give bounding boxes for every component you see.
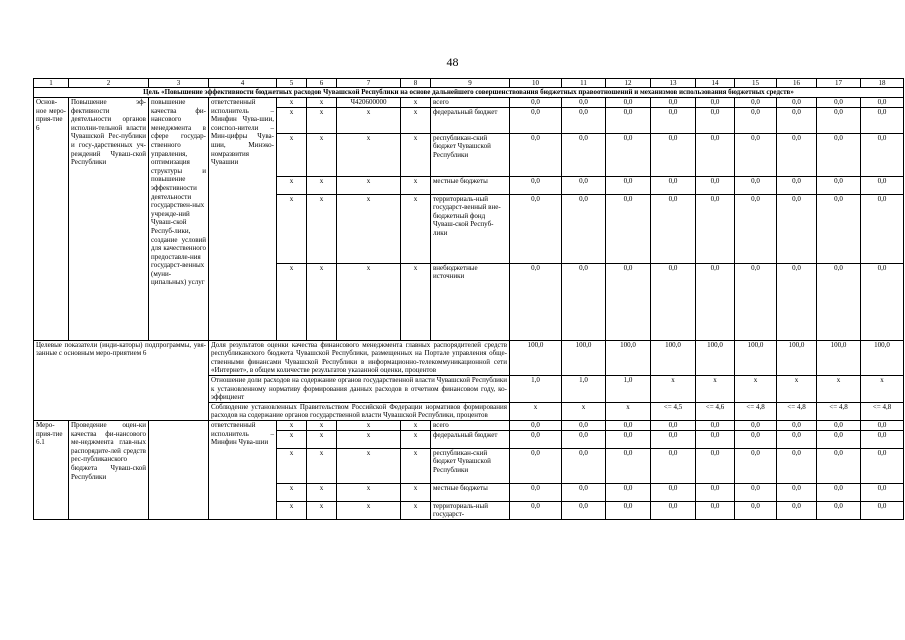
- year-value: 0,0: [510, 420, 562, 430]
- column-number: 14: [696, 79, 735, 88]
- year-value: 0,0: [735, 448, 777, 483]
- year-value: 0,0: [510, 194, 562, 263]
- year-value: 0,0: [817, 176, 861, 194]
- year-value: 0,0: [861, 194, 904, 263]
- year-value: 0,0: [735, 420, 777, 430]
- year-value: 0,0: [510, 176, 562, 194]
- indicator-value: 100,0: [861, 340, 904, 375]
- funding-source: федеральный бюджет: [431, 430, 510, 448]
- year-value: 0,0: [861, 176, 904, 194]
- activity-row: [34, 420, 904, 430]
- year-value: 0,0: [735, 98, 777, 108]
- year-value: 0,0: [606, 430, 651, 448]
- budget-code-cell: x: [401, 263, 431, 340]
- year-value: 0,0: [606, 420, 651, 430]
- indicator-value: x: [562, 402, 606, 420]
- funding-source: всего: [431, 420, 510, 430]
- activity-purpose: повышение качества фи-нансового менеджмента в сфере государ-ственного управления, оптимизация структуры и повышение эффективности деятельности государствен-ных учрежде-ний Чуваш-ской Респуб-лики, создание условий для качественного предоставле-ния государст-венных (муни-ципальных) услуг: [149, 98, 209, 341]
- budget-code-cell: x: [277, 194, 307, 263]
- year-value: 0,0: [735, 430, 777, 448]
- year-value: 0,0: [606, 107, 651, 133]
- budget-code-cell: x: [401, 176, 431, 194]
- year-value: 0,0: [606, 483, 651, 501]
- indicator-value: <= 4,8: [777, 402, 817, 420]
- year-value: 0,0: [696, 263, 735, 340]
- goal-title: Цель «Повышение эффективности бюджетных расходов Чувашской Республики на основе дальнейшего совершенствования бюджетных правоотношений и механизмов использования бюджетных средств»: [34, 88, 904, 98]
- year-value: 0,0: [777, 176, 817, 194]
- budget-code-cell: x: [277, 420, 307, 430]
- indicator-text: Соблюдение установленных Правительством Российской Федерации нормативов формирования расходов на содержание органов государственной власти Чувашской Республики, процентов: [209, 402, 510, 420]
- budget-code-cell: x: [277, 501, 307, 519]
- indicator-value: <= 4,8: [735, 402, 777, 420]
- budget-code-cell: x: [307, 263, 337, 340]
- year-value: 0,0: [651, 420, 696, 430]
- budget-code-cell: x: [401, 420, 431, 430]
- year-value: 0,0: [510, 430, 562, 448]
- indicator-value: 100,0: [735, 340, 777, 375]
- column-number: 12: [606, 79, 651, 88]
- year-value: 0,0: [817, 107, 861, 133]
- column-number: 10: [510, 79, 562, 88]
- budget-code-cell: x: [401, 133, 431, 176]
- year-value: 0,0: [510, 107, 562, 133]
- year-value: 0,0: [510, 483, 562, 501]
- indicator-value: 100,0: [696, 340, 735, 375]
- indicators-label: Целевые показатели (инди-каторы) подпрограммы, увя-занные с основным меро-приятием 6: [34, 340, 209, 420]
- year-value: 0,0: [861, 263, 904, 340]
- year-value: 0,0: [510, 448, 562, 483]
- year-value: 0,0: [651, 107, 696, 133]
- indicator-value: x: [606, 402, 651, 420]
- column-number: 15: [735, 79, 777, 88]
- budget-code-cell: x: [277, 107, 307, 133]
- year-value: 0,0: [696, 107, 735, 133]
- year-value: 0,0: [777, 448, 817, 483]
- funding-source: всего: [431, 98, 510, 108]
- indicator-text: Доля результатов оценки качества финансового менеджмента главных распорядителей средств республиканского бюджета Чувашской Республики, размещенных на Портале управления обще-ственными финансами Чувашской Республики в информационно-телекоммуникационной сети «Интернет», в общем количестве результатов указанной оценки, процентов: [209, 340, 510, 375]
- year-value: 0,0: [817, 483, 861, 501]
- budget-code-cell: x: [337, 176, 401, 194]
- indicator-value: 100,0: [777, 340, 817, 375]
- activity-number: Меро-прия-тие 6.1: [34, 420, 69, 519]
- year-value: 0,0: [817, 98, 861, 108]
- budget-code-cell: x: [277, 98, 307, 108]
- year-value: 0,0: [510, 133, 562, 176]
- funding-source: внебюджетные источники: [431, 263, 510, 340]
- indicator-value: x: [696, 375, 735, 402]
- page-number: 48: [446, 55, 459, 69]
- budget-code-cell: x: [337, 107, 401, 133]
- year-value: 0,0: [562, 98, 606, 108]
- indicator-row: [34, 340, 904, 375]
- column-number: 16: [777, 79, 817, 88]
- column-number: 18: [861, 79, 904, 88]
- budget-code-cell: x: [277, 448, 307, 483]
- column-number: 2: [69, 79, 149, 88]
- year-value: 0,0: [696, 194, 735, 263]
- funding-source: местные бюджеты: [431, 176, 510, 194]
- column-number-row: [34, 79, 904, 88]
- activity-name: Проведение оцен-ки качества фи-нансового ме-неджмента глав-ных распорядите-лей средств рес-публиканского бюджета Чуваш-ской Республики: [69, 420, 149, 519]
- year-value: 0,0: [777, 430, 817, 448]
- year-value: 0,0: [735, 263, 777, 340]
- year-value: 0,0: [510, 501, 562, 519]
- indicator-value: 100,0: [817, 340, 861, 375]
- year-value: 0,0: [651, 430, 696, 448]
- year-value: 0,0: [562, 107, 606, 133]
- year-value: 0,0: [606, 194, 651, 263]
- budget-code-cell: x: [337, 133, 401, 176]
- budget-code-cell: x: [277, 176, 307, 194]
- year-value: 0,0: [861, 483, 904, 501]
- budget-code-cell: x: [401, 448, 431, 483]
- year-value: 0,0: [562, 448, 606, 483]
- year-value: 0,0: [735, 176, 777, 194]
- indicator-value: 100,0: [562, 340, 606, 375]
- year-value: 0,0: [777, 263, 817, 340]
- budget-code-cell: Ч420600000: [337, 98, 401, 108]
- year-value: 0,0: [817, 501, 861, 519]
- year-value: 0,0: [651, 448, 696, 483]
- year-value: 0,0: [861, 501, 904, 519]
- activity-executors: ответственный исполнитель – Минфин Чува-шии, соиспол-нители – Мин-цифры Чува-шии, Минэко-номразвития Чувашии: [209, 98, 277, 341]
- year-value: 0,0: [696, 501, 735, 519]
- year-value: 0,0: [651, 501, 696, 519]
- funding-source: территориаль-ный государст-: [431, 501, 510, 519]
- funding-source: республикан-ский бюджет Чувашской Республики: [431, 133, 510, 176]
- year-value: 0,0: [562, 430, 606, 448]
- budget-code-cell: x: [401, 98, 431, 108]
- budget-code-cell: x: [277, 133, 307, 176]
- year-value: 0,0: [735, 107, 777, 133]
- year-value: 0,0: [777, 98, 817, 108]
- year-value: 0,0: [735, 483, 777, 501]
- activity-purpose: [149, 420, 209, 519]
- column-number: 9: [431, 79, 510, 88]
- column-number: 13: [651, 79, 696, 88]
- year-value: 0,0: [562, 501, 606, 519]
- indicator-value: x: [510, 402, 562, 420]
- budget-code-cell: x: [337, 430, 401, 448]
- year-value: 0,0: [651, 98, 696, 108]
- indicator-value: 100,0: [510, 340, 562, 375]
- indicator-value: 100,0: [651, 340, 696, 375]
- year-value: 0,0: [817, 430, 861, 448]
- year-value: 0,0: [651, 263, 696, 340]
- budget-code-cell: x: [337, 420, 401, 430]
- year-value: 0,0: [861, 430, 904, 448]
- year-value: 0,0: [562, 194, 606, 263]
- year-value: 0,0: [696, 98, 735, 108]
- year-value: 0,0: [777, 483, 817, 501]
- budget-code-cell: x: [401, 483, 431, 501]
- year-value: 0,0: [817, 194, 861, 263]
- budget-code-cell: x: [277, 483, 307, 501]
- indicator-value: x: [777, 375, 817, 402]
- budget-code-cell: x: [277, 430, 307, 448]
- indicator-value: <= 4,8: [817, 402, 861, 420]
- year-value: 0,0: [696, 133, 735, 176]
- budget-code-cell: x: [337, 263, 401, 340]
- indicator-value: x: [735, 375, 777, 402]
- indicator-value: x: [817, 375, 861, 402]
- year-value: 0,0: [777, 420, 817, 430]
- column-number: 11: [562, 79, 606, 88]
- indicator-value: <= 4,8: [861, 402, 904, 420]
- year-value: 0,0: [696, 176, 735, 194]
- year-value: 0,0: [606, 501, 651, 519]
- budget-code-cell: x: [307, 176, 337, 194]
- year-value: 0,0: [777, 501, 817, 519]
- year-value: 0,0: [817, 420, 861, 430]
- year-value: 0,0: [651, 483, 696, 501]
- year-value: 0,0: [510, 263, 562, 340]
- column-number: 1: [34, 79, 69, 88]
- year-value: 0,0: [817, 448, 861, 483]
- year-value: 0,0: [735, 133, 777, 176]
- year-value: 0,0: [562, 263, 606, 340]
- year-value: 0,0: [696, 430, 735, 448]
- budget-code-cell: x: [401, 194, 431, 263]
- budget-code-cell: x: [307, 107, 337, 133]
- budget-code-cell: x: [307, 420, 337, 430]
- budget-code-cell: x: [337, 194, 401, 263]
- budget-table: [33, 78, 904, 520]
- budget-code-cell: x: [277, 263, 307, 340]
- year-value: 0,0: [651, 194, 696, 263]
- activity-number: Основ-ное меро-прия-тие 6: [34, 98, 69, 341]
- year-value: 0,0: [861, 133, 904, 176]
- budget-code-cell: x: [307, 501, 337, 519]
- budget-code-cell: x: [307, 98, 337, 108]
- year-value: 0,0: [562, 133, 606, 176]
- year-value: 0,0: [562, 483, 606, 501]
- budget-code-cell: x: [337, 483, 401, 501]
- funding-source: федеральный бюджет: [431, 107, 510, 133]
- year-value: 0,0: [777, 194, 817, 263]
- year-value: 0,0: [861, 107, 904, 133]
- budget-code-cell: x: [307, 430, 337, 448]
- year-value: 0,0: [651, 176, 696, 194]
- year-value: 0,0: [606, 176, 651, 194]
- funding-source: территориаль-ный государст-венный вне-бюджетный фонд Чуваш-ской Респуб-лики: [431, 194, 510, 263]
- budget-code-cell: x: [337, 448, 401, 483]
- budget-code-cell: x: [337, 501, 401, 519]
- year-value: 0,0: [696, 448, 735, 483]
- indicator-value: 1,0: [606, 375, 651, 402]
- year-value: 0,0: [562, 176, 606, 194]
- year-value: 0,0: [861, 98, 904, 108]
- column-number: 5: [277, 79, 307, 88]
- funding-source: местные бюджеты: [431, 483, 510, 501]
- activity-executors: ответственный исполнитель – Минфин Чува-шии: [209, 420, 277, 519]
- budget-code-cell: x: [401, 430, 431, 448]
- column-number: 4: [209, 79, 277, 88]
- column-number: 3: [149, 79, 209, 88]
- column-number: 17: [817, 79, 861, 88]
- year-value: 0,0: [651, 133, 696, 176]
- year-value: 0,0: [562, 420, 606, 430]
- year-value: 0,0: [861, 420, 904, 430]
- budget-code-cell: x: [401, 501, 431, 519]
- year-value: 0,0: [696, 420, 735, 430]
- year-value: 0,0: [510, 98, 562, 108]
- column-number: 6: [307, 79, 337, 88]
- year-value: 0,0: [777, 107, 817, 133]
- funding-source: республикан-ский бюджет Чувашской Республики: [431, 448, 510, 483]
- year-value: 0,0: [606, 448, 651, 483]
- year-value: 0,0: [606, 98, 651, 108]
- indicator-value: <= 4,5: [651, 402, 696, 420]
- goal-row: [34, 88, 904, 98]
- indicator-value: x: [861, 375, 904, 402]
- year-value: 0,0: [817, 133, 861, 176]
- year-value: 0,0: [861, 448, 904, 483]
- year-value: 0,0: [735, 194, 777, 263]
- budget-code-cell: x: [307, 194, 337, 263]
- column-number: 8: [401, 79, 431, 88]
- year-value: 0,0: [606, 263, 651, 340]
- indicator-value: <= 4,6: [696, 402, 735, 420]
- indicator-value: 1,0: [510, 375, 562, 402]
- activity-name: Повышение эф-фективности деятельности органов исполни-тельной власти Чувашской Рес-публики и госу-дарственных уч-реждений Чуваш-ской Республики: [69, 98, 149, 341]
- budget-code-cell: x: [307, 133, 337, 176]
- budget-code-cell: x: [401, 107, 431, 133]
- year-value: 0,0: [606, 133, 651, 176]
- activity-row: [34, 98, 904, 108]
- year-value: 0,0: [777, 133, 817, 176]
- budget-code-cell: x: [307, 483, 337, 501]
- year-value: 0,0: [817, 263, 861, 340]
- year-value: 0,0: [735, 501, 777, 519]
- year-value: 0,0: [696, 483, 735, 501]
- indicator-value: x: [651, 375, 696, 402]
- indicator-value: 1,0: [562, 375, 606, 402]
- indicator-value: 100,0: [606, 340, 651, 375]
- column-number: 7: [337, 79, 401, 88]
- indicator-text: Отношение доли расходов на содержание органов государственной власти Чувашской Республики к установленному нормативу формирования данных расходов в отчетном финансовом году, ко-эффициент: [209, 375, 510, 402]
- budget-code-cell: x: [307, 448, 337, 483]
